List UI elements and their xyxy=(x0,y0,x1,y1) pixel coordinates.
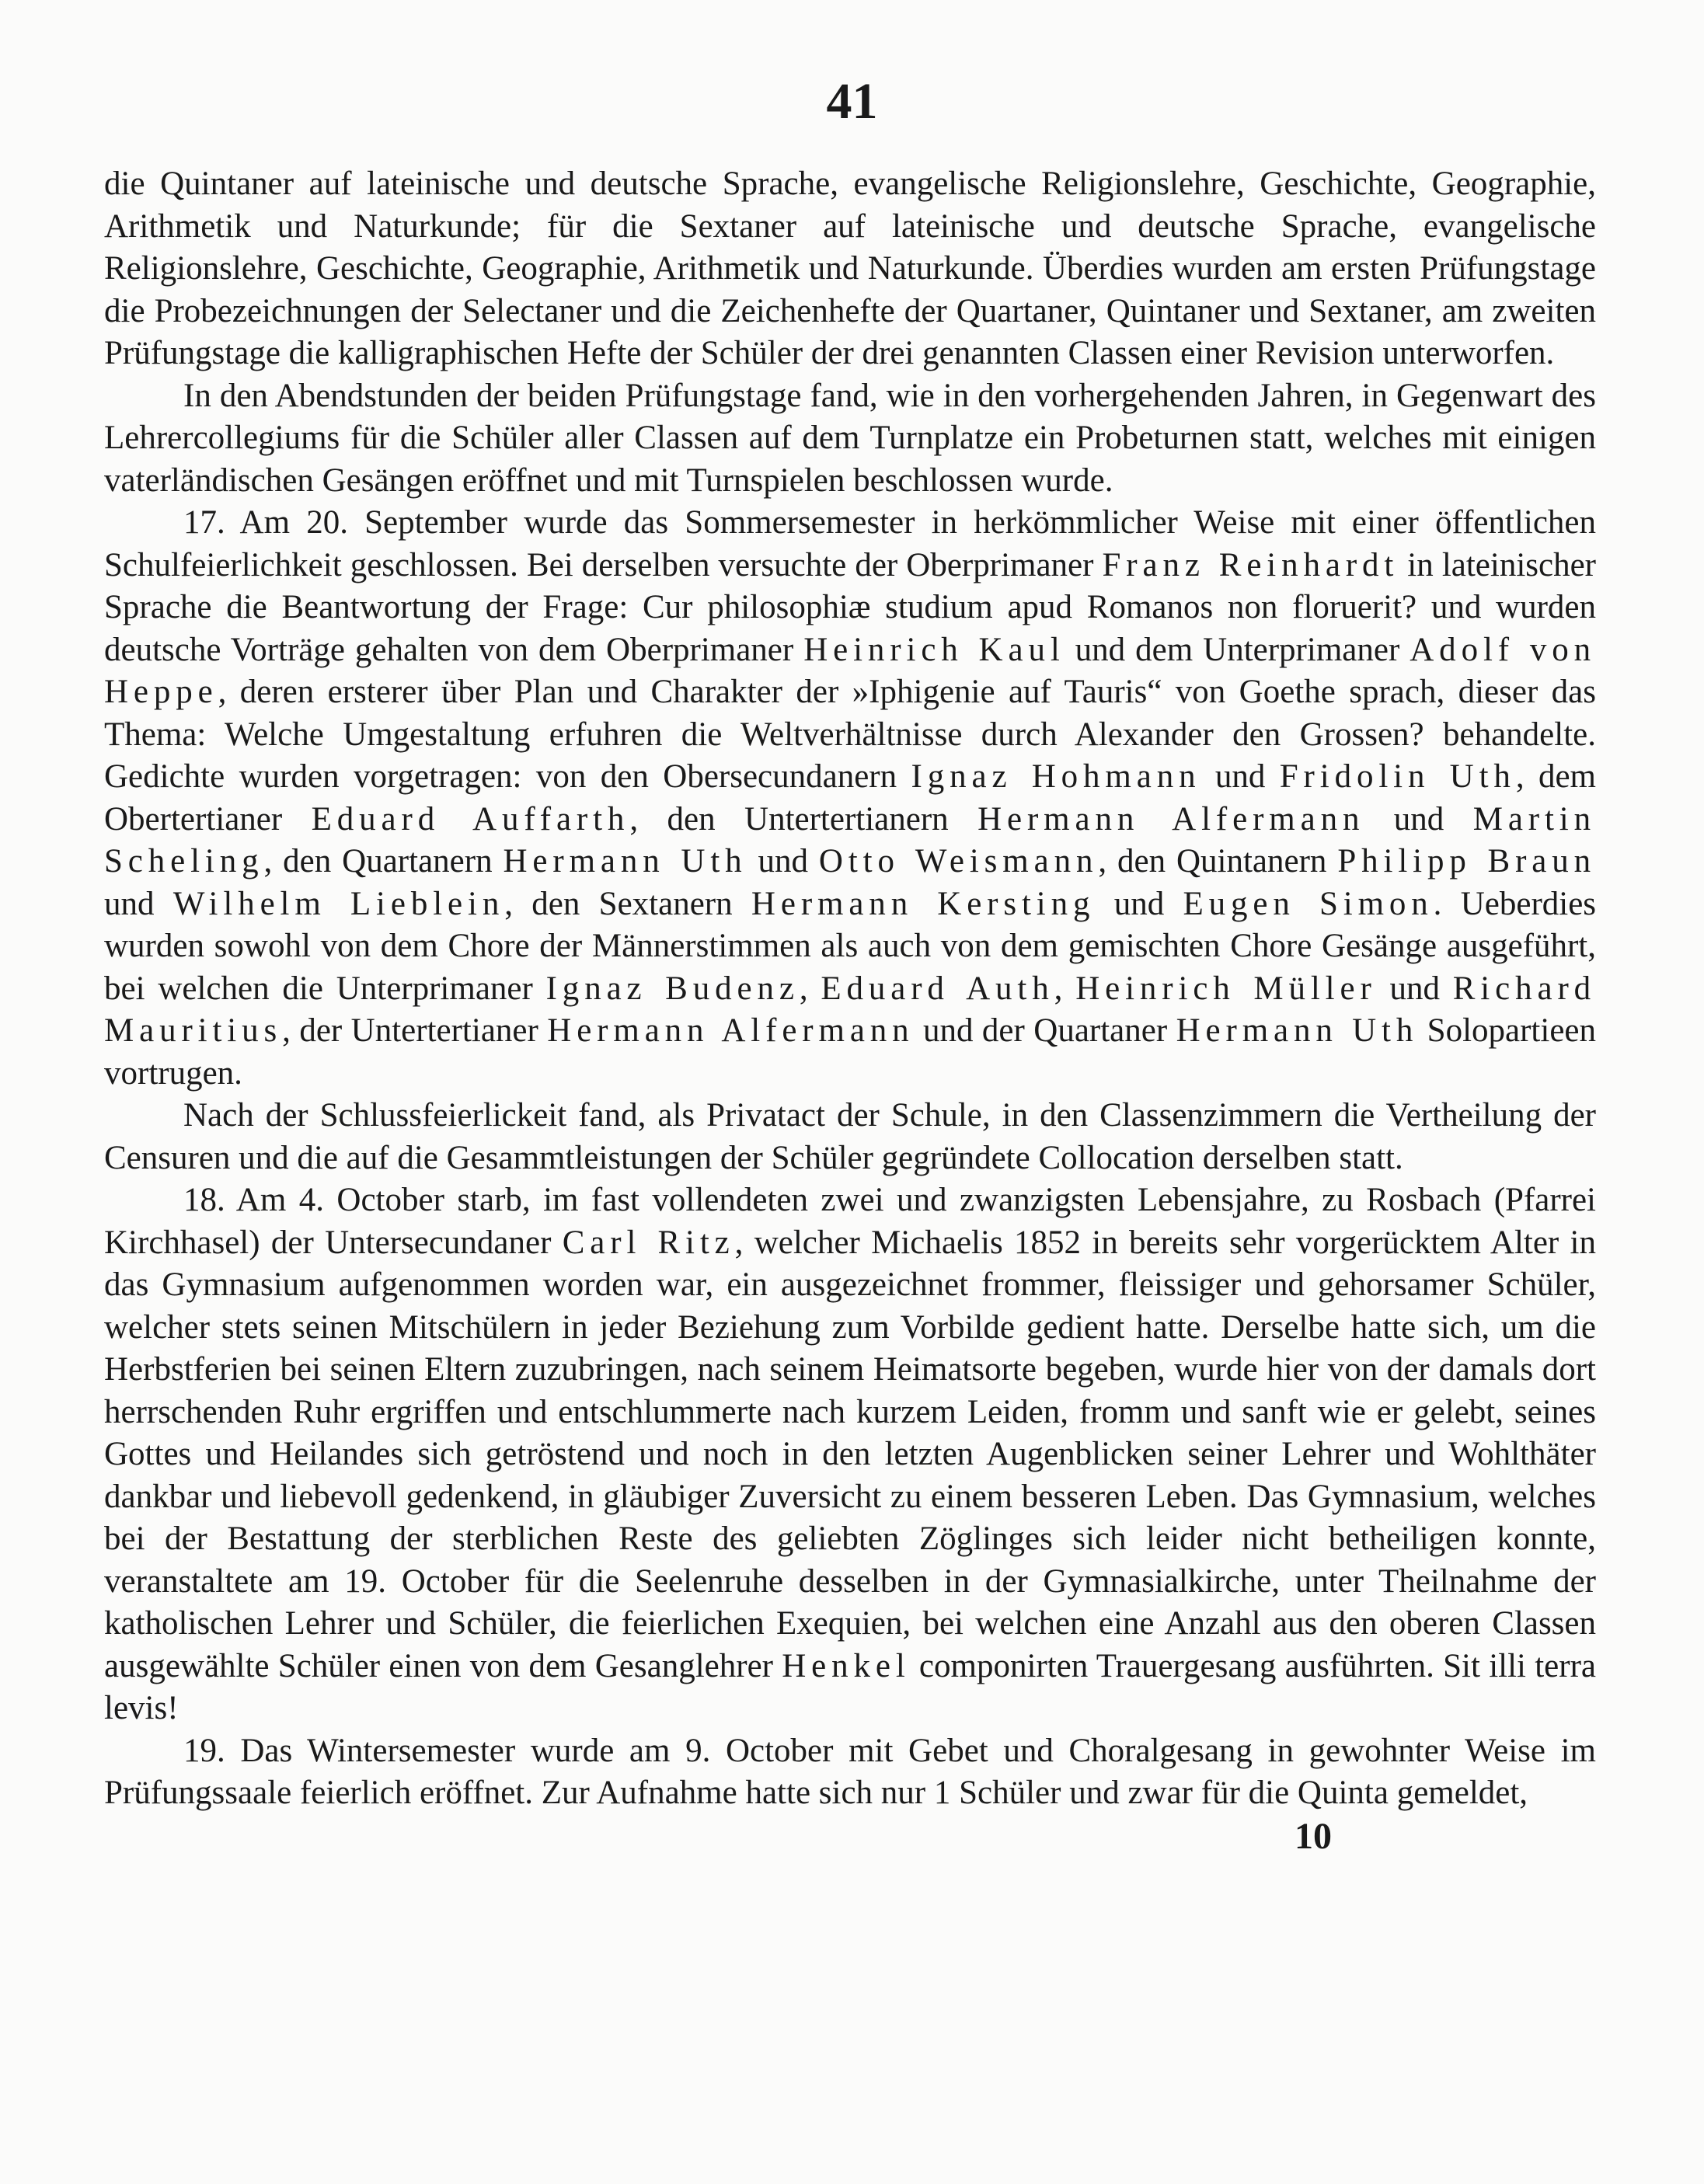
person-name: Richard Mauritius xyxy=(104,970,1597,1049)
text-run: und xyxy=(1364,800,1473,838)
text-run: , dem Obertertianer xyxy=(104,758,1596,838)
person-name: Eduard Auffarth xyxy=(311,800,630,838)
text-run: , welcher Michaelis 1852 in bereits sehr vorgerücktem Alter in das Gymnasium aufgenommen worden war, ein ausgezeichnet frommer, fleissiger und gehorsamer Schüler, welcher stets seinen Mitschülern in jeder Beziehung zum Vorbilde gedient hatte. Derselbe hatte sich, um die Herbstferien bei seinen Eltern zuzubringen, nach seinem Heimatsorte begeben, wurde hier von der damals dort herrschenden Ruhr ergriffen und entschlummerte nach kurzem Leiden, fromm und sanft wie er gelebt, seines Gottes und Heilandes sich getröstend und noch in den letzten Augenblicken seiner Lehrer und Wohlthäter dankbar und liebevoll gedenkend, in gläubiger Zuversicht zu einem besseren Leben. Das Gymnasium, welches bei der Bestattung der sterblichen Reste des geliebten Zöglinges sich leider nicht betheiligen konnte, veranstaltete am 19. October für die Seelenruhe desselben in der Gymnasialkirche, unter Theilnahme der katholischen Lehrer und Schüler, die feierlichen Exequien, bei welchen eine Anzahl aus den oberen Classen ausgewählte Schüler einen von dem Gesanglehrer xyxy=(104,1224,1596,1684)
paragraph-p1 xyxy=(104,163,1596,375)
person-name: Hermann Alfermann xyxy=(977,800,1365,838)
person-name: Adolf von Heppe xyxy=(104,631,1596,710)
text-run: Solopartieen vortrugen. xyxy=(104,1012,1596,1092)
person-name: Eduard Auth xyxy=(821,970,1054,1007)
text-run: Nach der Schlussfeierlickeit fand, als Privatact der Schule, in den Classenzimmern die Vertheilung der Censuren und die auf die Gesammtleistungen der Schüler gegründete Collocation derselben statt. xyxy=(104,1097,1596,1176)
signature-mark: 10 xyxy=(1295,1816,1332,1857)
text-run: und xyxy=(104,885,173,922)
person-name: Wilhelm Lieblein xyxy=(172,885,505,922)
text-run: In den Abendstunden der beiden Prüfungstage fand, wie in den vorhergehenden Jahren, in Gegenwart des Lehrercollegiums für die Schüler aller Classen auf dem Turnplatze ein Probeturnen statt, welches mit einigen vaterländischen Gesängen eröffnet und mit Turnspielen beschlossen wurde. xyxy=(104,377,1596,499)
text-run: 18. Am 4. October starb, im fast vollendeten zwei und zwanzigsten Lebensjahre, zu Rosbach (Pfarrei Kirchhasel) der Untersecundaner xyxy=(104,1182,1596,1261)
text-run: und xyxy=(747,843,819,880)
person-name: Philipp Braun xyxy=(1337,843,1597,880)
person-name: Fridolin Uth xyxy=(1279,758,1516,795)
text-run: und der Quartaner xyxy=(914,1012,1176,1049)
person-name: Henkel xyxy=(782,1647,911,1684)
text-run: , den Quintanern xyxy=(1098,843,1338,880)
paragraph-p2 xyxy=(104,375,1596,503)
person-name: Hermann Kersting xyxy=(751,885,1096,922)
text-run: die Quintaner auf lateinische und deutsche Sprache, evangelische Religionslehre, Geschichte, Geographie, Arithmetik und Naturkunde; für die Sextaner auf lateinische und deutsche Sprache, evangelische Religionslehre, Geschichte, Geographie, Arithmetik und Naturkunde. Überdies wurden am ersten Prüfungstage die Probezeichnungen der Selectaner und die Zeichenhefte der Quartaner, Quintaner und Sextaner, am zweiten Prüfungstage die kalligraphischen Hefte der Schüler der drei genannten Classen einer Revision unterworfen. xyxy=(104,165,1596,371)
text-run: und dem Unterprimaner xyxy=(1065,631,1410,668)
person-name: Martin Scheling xyxy=(104,800,1597,880)
text-run: , xyxy=(1054,970,1076,1007)
text-run: , den Quartanern xyxy=(263,843,504,880)
person-name: Franz Reinhardt xyxy=(1102,546,1399,583)
text-run: componirten Trauergesang ausführten. Sit illi terra levis! xyxy=(104,1647,1596,1726)
text-run: , xyxy=(799,970,821,1007)
person-name: Hermann Uth xyxy=(503,843,747,880)
paragraph-p3 xyxy=(104,502,1596,1095)
text-run: . Ueberdies wurden sowohl von dem Chore der Männerstimmen als auch von dem gemischten Chore Gesänge ausgeführt, bei welchen die Unterprimaner xyxy=(104,885,1597,1007)
text-run: , der Untertertianer xyxy=(282,1012,548,1049)
text-run: und xyxy=(1376,970,1453,1007)
text-run: in lateinischer Sprache die Beantwortung der Frage: Cur philosophiæ studium apud Romanos non floruerit? und wurden deutsche Vorträge gehalten von dem Oberprimaner xyxy=(104,546,1596,668)
text-run: , deren ersterer über Plan und Charakter der »Iphigenie auf Tauris“ von Goethe sprach, dieser das Thema: Welche Umgestaltung erfuhren die Weltverhältnisse durch Alexander den Grossen? behandelte. Gedichte wurden vorgetragen: von den Obersecundanern xyxy=(104,674,1596,795)
person-name: Eugen Simon xyxy=(1183,885,1434,922)
person-name: Ignaz Hohmann xyxy=(911,758,1201,795)
person-name: Heinrich Müller xyxy=(1075,970,1377,1007)
page-number: 41 xyxy=(826,73,878,130)
person-name: Heinrich Kaul xyxy=(803,631,1065,668)
text-run: , den Sextanern xyxy=(504,885,751,922)
text-run: und xyxy=(1200,758,1280,795)
paragraph-p6 xyxy=(104,1730,1596,1815)
paragraph-p5 xyxy=(104,1179,1596,1730)
body-text xyxy=(104,163,1596,1815)
person-name: Hermann Alfermann xyxy=(547,1012,915,1049)
text-run: 17. Am 20. September wurde das Sommersemester in herkömmlicher Weise mit einer öffentlichen Schulfeierlichkeit geschlossen. Bei derselben versuchte der Oberprimaner xyxy=(104,504,1596,583)
person-name: Ignaz Budenz xyxy=(545,970,800,1007)
text-run: 19. Das Wintersemester wurde am 9. October mit Gebet und Choralgesang in gewohnter Weise im Prüfungssaale feierlich eröffnet. Zur Aufnahme hatte sich nur 1 Schüler und zwar für die Quinta gemeldet, xyxy=(104,1732,1596,1811)
text-run: und xyxy=(1095,885,1183,922)
person-name: Otto Weismann xyxy=(818,843,1099,880)
person-name: Hermann Uth xyxy=(1176,1012,1419,1049)
person-name: Carl Ritz xyxy=(562,1224,735,1261)
paragraph-p4 xyxy=(104,1095,1596,1179)
text-run: , den Untertertianern xyxy=(629,800,978,838)
